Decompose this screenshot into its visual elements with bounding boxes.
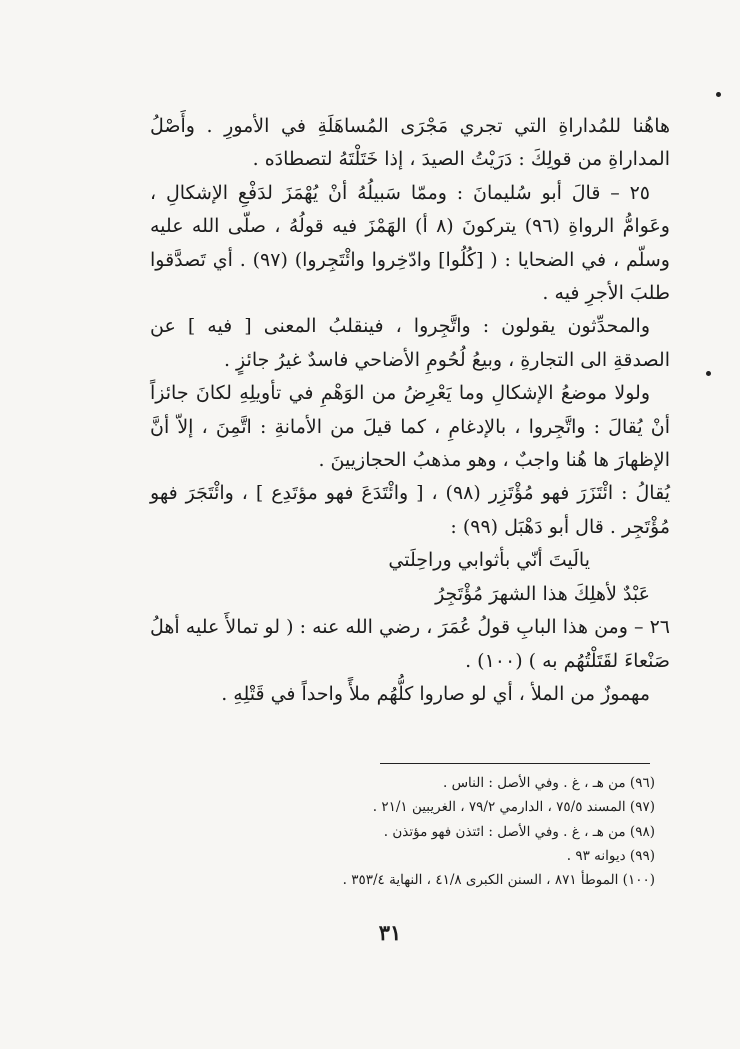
verse-line-2: عَبْدٌ لأهلِكَ هذا الشهرَ مُؤْتَجِرُ	[435, 582, 650, 605]
paragraph-2: ٢٥ – قالَ أبو سُليمانَ : وممّا سَبيلُهُ أنْ يُهْمَزَ لدَفْعِ الإشكالِ ، وعَوامُّ الرواةِ (٩٦) يتركونَ (٨ أ) الهَمْزَ فيه قولُهُ ، صلّى الله عليه وسلّم ، في الضحايا : ( [كُلُوا] وادّخِروا وائْتَجِروا) (٩٧) . أي تَصدَّقوا طلبَ الأجرِ فيه .	[150, 181, 670, 305]
paragraph-6: ٢٦ – ومن هذا البابِ قولُ عُمَرَ ، رضي الله عنه : ( لو تمالأَ عليه أهلُ صَنْعاءَ لقَتَلْتُهُم به ) (١٠٠) .	[150, 616, 670, 672]
footnote: (٩٨) من هـ ، غ . وفي الأصل : ائتذن فهو مؤتذن .	[383, 823, 655, 840]
verse-line-1: يالَيتَ أنّي بأثوابي وراحِلَتي	[388, 549, 590, 572]
paragraph-3: والمحدِّثون يقولون : واتَّجِروا ، فينقلبُ المعنى [ فيه ] عن الصدقةِ الى التجارةِ ، وبيعُ لُحُومِ الأضاحي فاسدٌ غيرُ جائزٍ .	[150, 315, 670, 371]
page-number: ٣١	[378, 920, 402, 945]
margin-dot	[706, 371, 711, 376]
main-text	[150, 110, 670, 711]
footnote: (١٠٠) الموطأ ٨٧١ ، السنن الكبرى ٤١/٨ ، النهاية ٣٥٣/٤ .	[342, 872, 655, 889]
paragraph-5: يُقالُ : ائْتَزَرَ فهو مُؤْتَزِر (٩٨) ، [ وائْتَدَعَ فهو مؤتَدِع ] ، وائْتَجَرَ فهو مُؤْتَجِر . قال أبو دَهْبَل (٩٩) :	[150, 482, 670, 538]
footnote: (٩٦) من هـ ، غ . وفي الأصل : الناس .	[443, 775, 655, 791]
footnote: (٩٧) المسند ٧٥/٥ ، الدارمي ٧٩/٢ ، الغريبين ٢١/١ .	[372, 799, 655, 816]
margin-dot	[716, 92, 721, 97]
paragraph-7: مهموزٌ من الملأ ، أي لو صاروا كلُّهُم ملأً واحداً في قَتْلِهِ .	[221, 682, 650, 705]
footnote: (٩٩) ديوانه ٩٣ .	[566, 847, 655, 864]
paragraph-4: ولولا موضعُ الإشكالِ وما يَعْرِضُ من الوَهْمِ في تأويلِهِ لكانَ جائزاً أنْ يُقالَ : واتَّجِروا ، بالإدغامِ ، كما قيلَ من الأمانةِ : اتَّمِنَ ، إلاّ أنَّ الإظهارَ ها هُنا واجبٌ ، وهو مذهبُ الحجازيينَ .	[150, 382, 670, 472]
paragraph-1: هاهُنا للمُداراةِ التي تجري مَجْرَى المُساهَلَةِ في الأمورِ . وأَصْلُ المداراةِ من قولِكَ : دَرَيْتُ الصيدَ ، إذا خَتَلْتَهُ لتصطادَه .	[150, 115, 670, 171]
footnotes	[250, 771, 655, 892]
footnote-separator	[380, 763, 650, 764]
